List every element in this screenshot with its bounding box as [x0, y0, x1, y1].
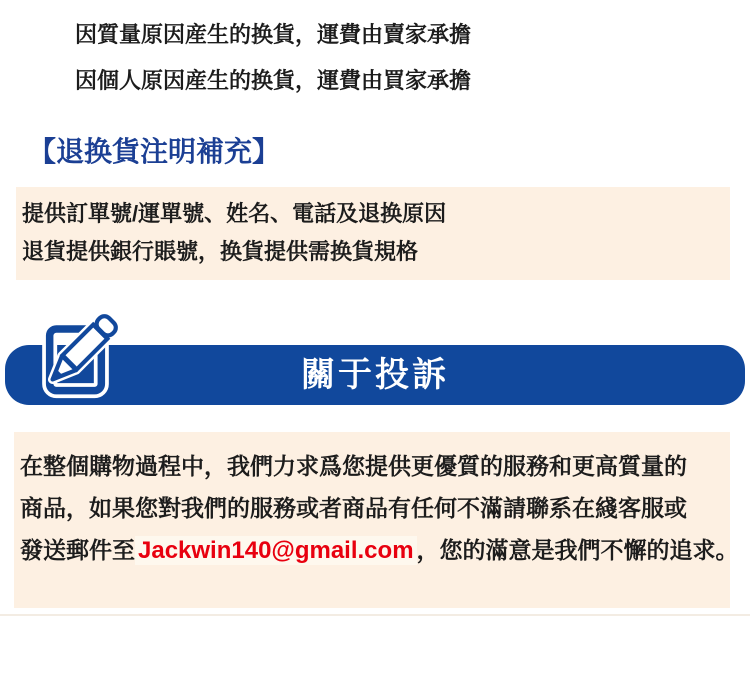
complaint-line-2: 商品，如果您對我們的服務或者商品有任何不滿請聯系在綫客服或	[20, 495, 687, 521]
complaint-banner-title: 關于投訴	[301, 356, 449, 394]
bottom-divider	[0, 614, 750, 616]
return-supplement-heading: 【退换貨注明補充】	[28, 136, 281, 167]
complaint-line-3-prefix: 發送郵件至	[20, 537, 135, 563]
supplement-line-order-info: 提供訂單號/運單號、姓名、電話及退换原因	[22, 201, 447, 226]
supplement-line-bank-info: 退貨提供銀行賬號，换貨提供需换貨規格	[22, 239, 419, 264]
complaint-line-3-suffix: ，您的滿意是我們不懈的追求。	[416, 537, 739, 563]
contact-email-link[interactable]: Jackwin140@gmail.com	[135, 536, 417, 565]
return-supplement-panel	[16, 187, 730, 280]
pencil-edit-icon	[36, 304, 120, 404]
intro-line-quality: 因質量原因産生的换貨，運費由賣家承擔	[75, 22, 472, 47]
complaint-line-1: 在整個購物過程中，我們力求爲您提供更優質的服務和更高質量的	[20, 453, 687, 479]
complaint-line-3	[20, 529, 739, 572]
complaint-panel	[14, 432, 739, 608]
intro-line-personal: 因個人原因産生的换貨，運費由買家承擔	[75, 68, 472, 93]
